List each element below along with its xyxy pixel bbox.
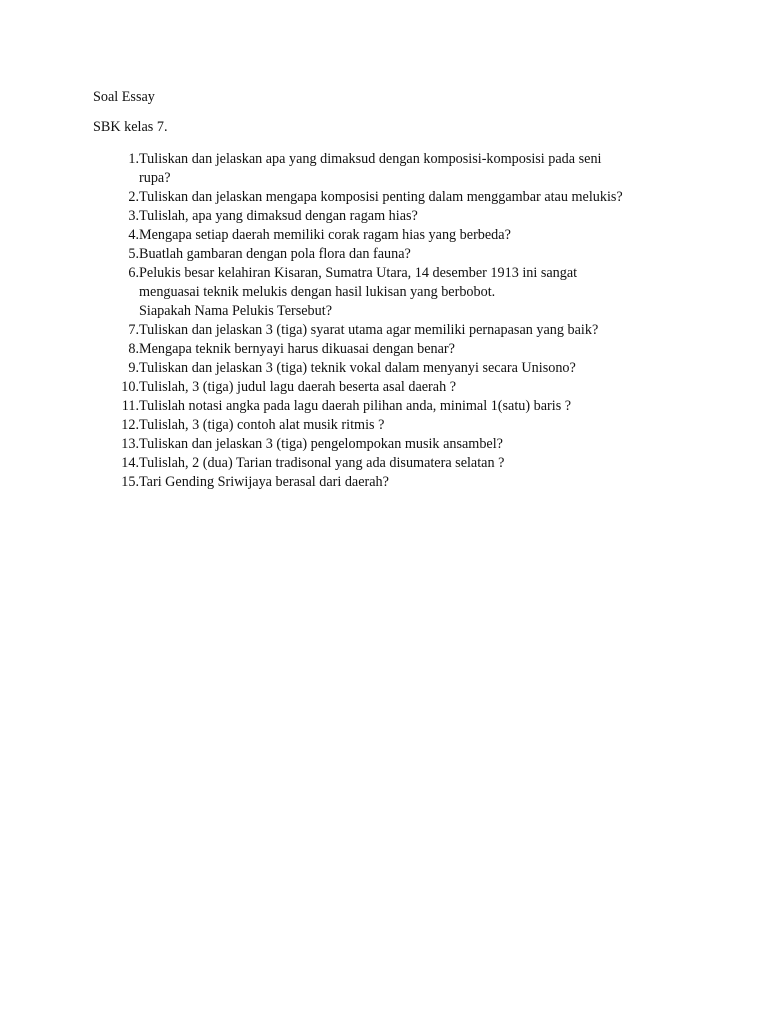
document-subtitle: SBK kelas 7. <box>93 119 168 135</box>
question-number: 8. <box>128 341 139 357</box>
question-number: 4. <box>128 227 139 243</box>
question-number: 13. <box>121 436 139 452</box>
question-item <box>93 150 693 188</box>
question-text: Tari Gending Sriwijaya berasal dari daerah? <box>139 474 389 490</box>
question-text: Tuliskan dan jelaskan 3 (tiga) syarat utama agar memiliki pernapasan yang baik? <box>139 322 599 338</box>
question-item <box>93 207 693 226</box>
question-number: 7. <box>128 322 139 338</box>
question-text: Mengapa teknik bernyayi harus dikuasai dengan benar? <box>139 341 455 357</box>
question-item <box>93 188 693 207</box>
question-number: 10. <box>121 379 139 395</box>
question-number: 3. <box>128 208 139 224</box>
question-number: 14. <box>121 455 139 471</box>
question-number: 15. <box>121 474 139 490</box>
question-text: Tuliskan dan jelaskan 3 (tiga) pengelompokan musik ansambel? <box>139 436 503 452</box>
question-item <box>93 321 693 340</box>
question-number: 5. <box>128 246 139 262</box>
question-text: rupa? <box>139 170 171 186</box>
question-number: 6. <box>128 265 139 281</box>
question-item <box>93 340 693 359</box>
question-text: Pelukis besar kelahiran Kisaran, Sumatra Utara, 14 desember 1913 ini sangat <box>139 265 578 281</box>
question-text: Tulislah, 3 (tiga) judul lagu daerah beserta asal daerah ? <box>139 379 457 395</box>
question-list <box>93 150 693 492</box>
question-item <box>93 454 693 473</box>
question-item <box>93 473 693 492</box>
question-number: 1. <box>128 151 139 167</box>
question-text: Tuliskan dan jelaskan apa yang dimaksud dengan komposisi-komposisi pada seni <box>139 151 602 167</box>
document-title: Soal Essay <box>93 89 155 105</box>
question-item <box>93 435 693 454</box>
question-text: Buatlah gambaran dengan pola flora dan fauna? <box>139 246 411 262</box>
question-number: 2. <box>128 189 139 205</box>
question-text: Mengapa setiap daerah memiliki corak ragam hias yang berbeda? <box>139 227 511 243</box>
question-text: Tulislah, 2 (dua) Tarian tradisonal yang ada disumatera selatan ? <box>139 455 505 471</box>
question-text: Tulislah notasi angka pada lagu daerah pilihan anda, minimal 1(satu) baris ? <box>139 398 572 414</box>
question-item <box>93 359 693 378</box>
question-item <box>93 378 693 397</box>
question-number: 11. <box>121 398 139 414</box>
question-text: Siapakah Nama Pelukis Tersebut? <box>139 303 332 319</box>
question-text: Tuliskan dan jelaskan 3 (tiga) teknik vokal dalam menyanyi secara Unisono? <box>139 360 576 376</box>
question-number: 12. <box>121 417 139 433</box>
question-item <box>93 226 693 245</box>
question-item <box>93 245 693 264</box>
question-text: Tulislah, apa yang dimaksud dengan ragam hias? <box>139 208 418 224</box>
question-text: menguasai teknik melukis dengan hasil lukisan yang berbobot. <box>139 284 496 300</box>
question-text: Tulislah, 3 (tiga) contoh alat musik ritmis ? <box>139 417 385 433</box>
question-item <box>93 416 693 435</box>
question-text: Tuliskan dan jelaskan mengapa komposisi penting dalam menggambar atau melukis? <box>139 189 623 205</box>
question-item <box>93 397 693 416</box>
question-number: 9. <box>128 360 139 376</box>
question-item <box>93 264 693 321</box>
